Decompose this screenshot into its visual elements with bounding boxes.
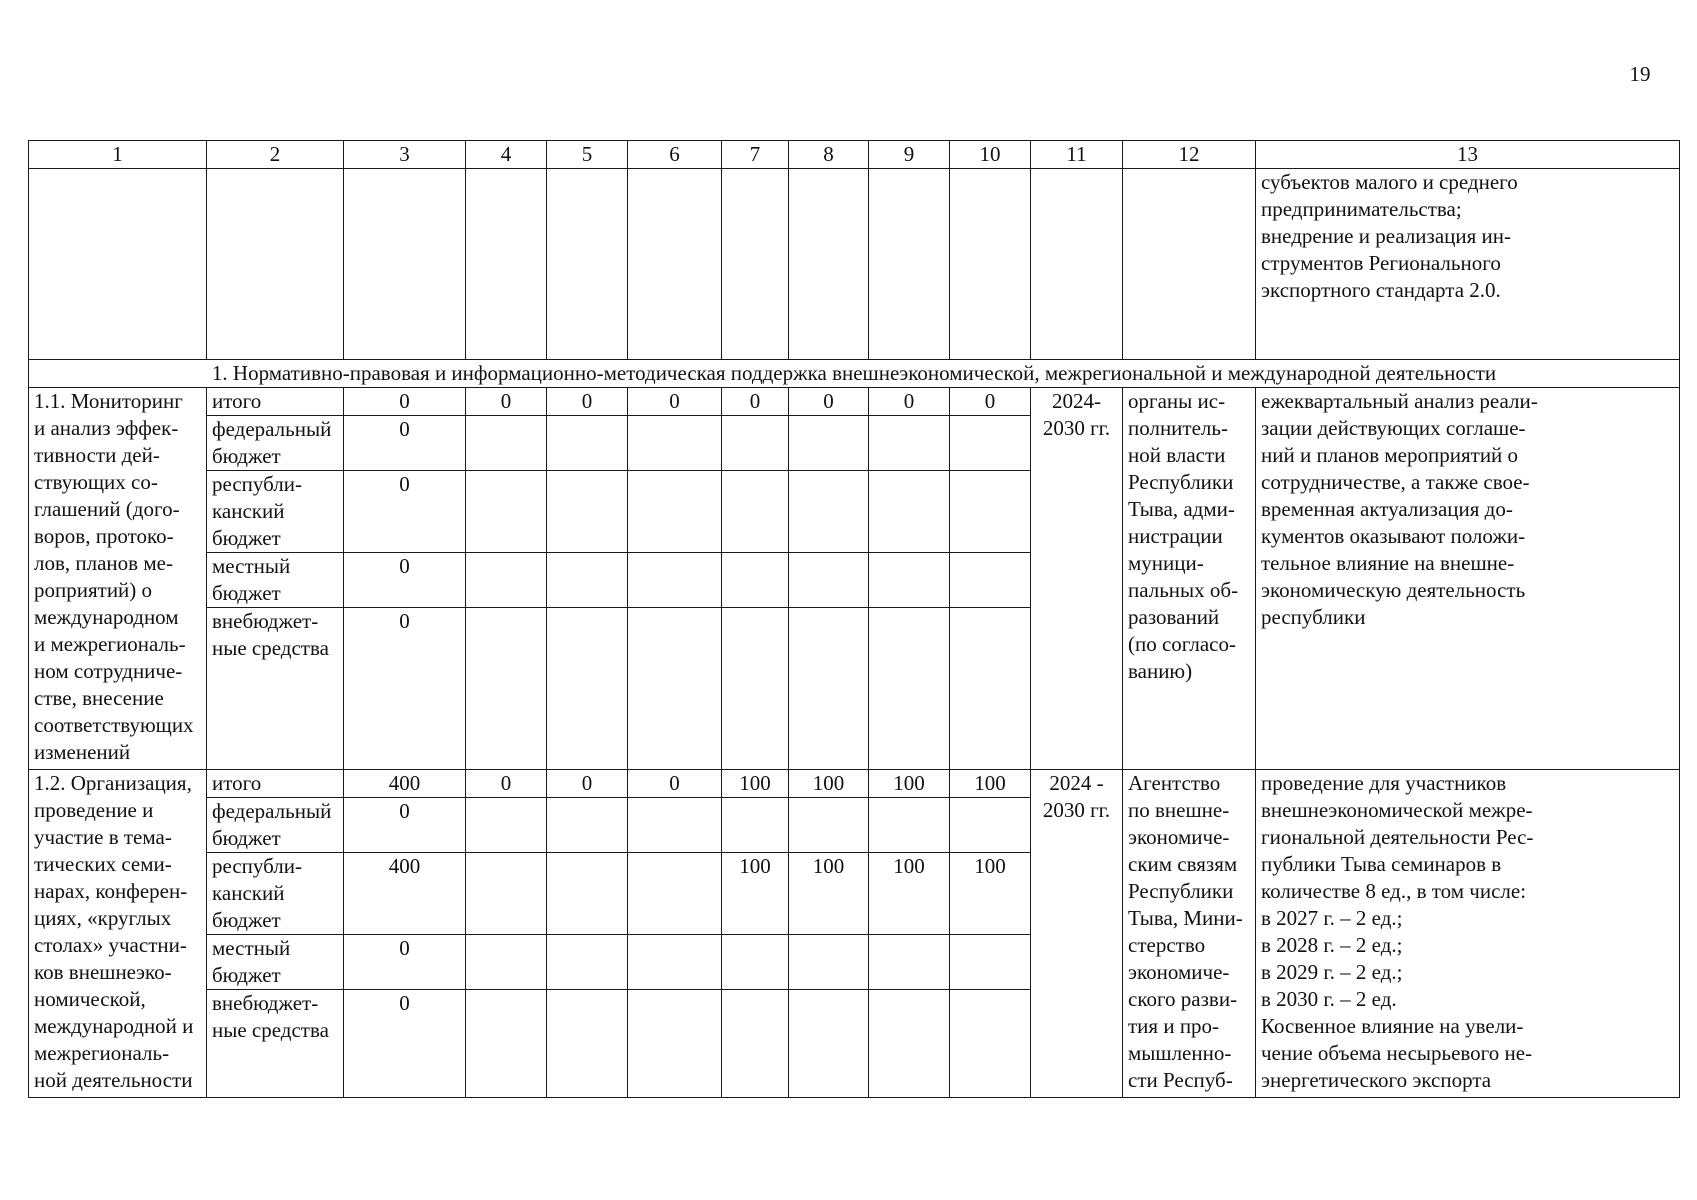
funding-value-col-4 xyxy=(466,935,547,990)
funding-value-col-3: 0 xyxy=(344,416,466,471)
funding-value-col-4 xyxy=(466,471,547,553)
funding-value-col-9 xyxy=(869,990,950,1098)
funding-source-label: местный бюджет xyxy=(207,553,344,608)
column-header-row xyxy=(29,141,1680,169)
funding-value-col-4 xyxy=(466,416,547,471)
funding-value-col-7 xyxy=(722,798,789,853)
funding-value-col-5 xyxy=(547,416,628,471)
funding-value-col-5: 0 xyxy=(547,388,628,416)
continuation-text: субъектов малого и среднего предпринимательства; внедрение и реализация ин- струментов Регионального экспортного стандарта 2.0. xyxy=(1256,169,1680,360)
funding-value-col-6 xyxy=(628,608,722,770)
responsible-executor: Агентство по внешне- экономиче- ским связям Республики Тыва, Мини- стерство экономиче- ского разви- тия и про- мышленно- сти Респуб- xyxy=(1123,770,1256,1098)
funding-value-col-4: 0 xyxy=(466,388,547,416)
responsible-executor: органы ис- полнитель- ной власти Республики Тыва, адми- нистрации муници- пальных об- разований (по согласо- ванию) xyxy=(1123,388,1256,770)
funding-value-col-7: 0 xyxy=(722,388,789,416)
funding-value-col-9 xyxy=(869,553,950,608)
funding-value-col-3: 0 xyxy=(344,935,466,990)
funding-value-col-3: 0 xyxy=(344,608,466,770)
funding-value-col-8 xyxy=(789,990,869,1098)
funding-value-col-10 xyxy=(950,935,1031,990)
funding-value-col-8 xyxy=(789,935,869,990)
funding-value-col-4: 0 xyxy=(466,770,547,798)
funding-value-col-6 xyxy=(628,990,722,1098)
funding-value-col-5 xyxy=(547,853,628,935)
continuation-row xyxy=(29,169,1680,360)
funding-value-col-6 xyxy=(628,935,722,990)
funding-value-col-5 xyxy=(547,990,628,1098)
funding-value-col-3: 400 xyxy=(344,853,466,935)
funding-source-label: республи- канский бюджет xyxy=(207,853,344,935)
funding-value-col-3: 0 xyxy=(344,990,466,1098)
funding-value-col-3: 0 xyxy=(344,798,466,853)
funding-value-col-3: 0 xyxy=(344,388,466,416)
column-header-12: 12 xyxy=(1123,141,1256,169)
funding-value-col-9 xyxy=(869,471,950,553)
funding-value-col-8 xyxy=(789,798,869,853)
column-header-13: 13 xyxy=(1256,141,1680,169)
funding-value-col-7 xyxy=(722,553,789,608)
column-header-6: 6 xyxy=(628,141,722,169)
funding-value-col-8 xyxy=(789,608,869,770)
funding-source-label: федеральный бюджет xyxy=(207,798,344,853)
funding-value-col-9: 100 xyxy=(869,770,950,798)
funding-value-col-10 xyxy=(950,608,1031,770)
measure-name: 1.2. Организация, проведение и участие в тема- тических семи- нарах, конферен- циях, «круглых столах» участни- ков внешнеэко- номической, международной и межрегиональ- ной деятельности xyxy=(29,770,207,1098)
funding-value-col-6 xyxy=(628,553,722,608)
funding-value-col-4 xyxy=(466,990,547,1098)
funding-value-col-10: 100 xyxy=(950,770,1031,798)
funding-source-label: местный бюджет xyxy=(207,935,344,990)
funding-source-label: республи- канский бюджет xyxy=(207,471,344,553)
funding-value-col-7: 100 xyxy=(722,770,789,798)
column-header-7: 7 xyxy=(722,141,789,169)
funding-value-col-4 xyxy=(466,608,547,770)
funding-value-col-9: 100 xyxy=(869,853,950,935)
funding-value-col-4 xyxy=(466,553,547,608)
column-header-10: 10 xyxy=(950,141,1031,169)
measure-name: 1.1. Мониторинг и анализ эффек- тивности дей- ствующих со- глашений (дого- воров, протоко- лов, планов ме- роприятий) о международном и межрегиональ- ном сотрудниче- стве, внесение соответствующих изменений xyxy=(29,388,207,770)
expected-result: проведение для участников внешнеэкономической межре- гиональной деятельности Рес- публики Тыва семинаров в количестве 8 ед., в том числе: в 2027 г. – 2 ед.; в 2028 г. – 2 ед.; в 2029 г. – 2 ед.; в 2030 г. – 2 ед. Косвенное влияние на увели- чение объема несырьевого не- энергетического экспорта xyxy=(1256,770,1680,1098)
funding-value-col-10 xyxy=(950,471,1031,553)
funding-value-col-6 xyxy=(628,471,722,553)
funding-value-col-5 xyxy=(547,553,628,608)
funding-value-col-6: 0 xyxy=(628,388,722,416)
funding-value-col-4 xyxy=(466,853,547,935)
funding-source-label: внебюджет- ные средства xyxy=(207,608,344,770)
funding-value-col-7 xyxy=(722,608,789,770)
section-row xyxy=(29,360,1680,388)
funding-value-col-7 xyxy=(722,935,789,990)
measure-1-source-row xyxy=(29,388,1680,416)
funding-value-col-6 xyxy=(628,798,722,853)
funding-value-col-10: 0 xyxy=(950,388,1031,416)
funding-value-col-4 xyxy=(466,798,547,853)
funding-value-col-8 xyxy=(789,471,869,553)
funding-value-col-9 xyxy=(869,416,950,471)
funding-value-col-6: 0 xyxy=(628,770,722,798)
column-header-8: 8 xyxy=(789,141,869,169)
column-header-4: 4 xyxy=(466,141,547,169)
funding-value-col-5 xyxy=(547,935,628,990)
funding-value-col-3: 400 xyxy=(344,770,466,798)
funding-value-col-5 xyxy=(547,798,628,853)
funding-value-col-8 xyxy=(789,416,869,471)
funding-value-col-10 xyxy=(950,990,1031,1098)
funding-value-col-8: 100 xyxy=(789,770,869,798)
column-header-11: 11 xyxy=(1031,141,1123,169)
funding-value-col-7 xyxy=(722,990,789,1098)
funding-value-col-5 xyxy=(547,608,628,770)
funding-value-col-7: 100 xyxy=(722,853,789,935)
funding-value-col-10: 100 xyxy=(950,853,1031,935)
funding-source-label: федеральный бюджет xyxy=(207,416,344,471)
implementation-period: 2024- 2030 гг. xyxy=(1031,388,1123,770)
funding-value-col-9 xyxy=(869,608,950,770)
funding-value-col-8: 100 xyxy=(789,853,869,935)
funding-value-col-10 xyxy=(950,798,1031,853)
funding-value-col-7 xyxy=(722,416,789,471)
funding-value-col-9 xyxy=(869,935,950,990)
section-title: 1. Нормативно-правовая и информационно-методическая поддержка внешнеэкономической, межрегиональной и международной деятельности xyxy=(29,360,1680,388)
funding-value-col-9: 0 xyxy=(869,388,950,416)
column-header-2: 2 xyxy=(207,141,344,169)
funding-value-col-9 xyxy=(869,798,950,853)
funding-value-col-10 xyxy=(950,553,1031,608)
implementation-period: 2024 - 2030 гг. xyxy=(1031,770,1123,1098)
funding-value-col-6 xyxy=(628,853,722,935)
funding-value-col-6 xyxy=(628,416,722,471)
funding-value-col-8 xyxy=(789,553,869,608)
funding-value-col-8: 0 xyxy=(789,388,869,416)
funding-value-col-3: 0 xyxy=(344,553,466,608)
funding-source-label: итого xyxy=(207,770,344,798)
funding-source-label: итого xyxy=(207,388,344,416)
column-header-3: 3 xyxy=(344,141,466,169)
funding-value-col-3: 0 xyxy=(344,471,466,553)
funding-value-col-10 xyxy=(950,416,1031,471)
program-table xyxy=(28,140,1680,1098)
column-header-9: 9 xyxy=(869,141,950,169)
funding-value-col-5: 0 xyxy=(547,770,628,798)
page-number: 19 xyxy=(1629,62,1651,86)
funding-value-col-5 xyxy=(547,471,628,553)
funding-source-label: внебюджет- ные средства xyxy=(207,990,344,1098)
column-header-5: 5 xyxy=(547,141,628,169)
expected-result: ежеквартальный анализ реали- зации действующих соглаше- ний и планов мероприятий о сотрудничестве, а также свое- временная актуализация до- кументов оказывают положи- тельное влияние на внешне- экономическую деятельность республики xyxy=(1256,388,1680,770)
funding-value-col-7 xyxy=(722,471,789,553)
measure-2-source-row xyxy=(29,770,1680,798)
column-header-1: 1 xyxy=(29,141,207,169)
